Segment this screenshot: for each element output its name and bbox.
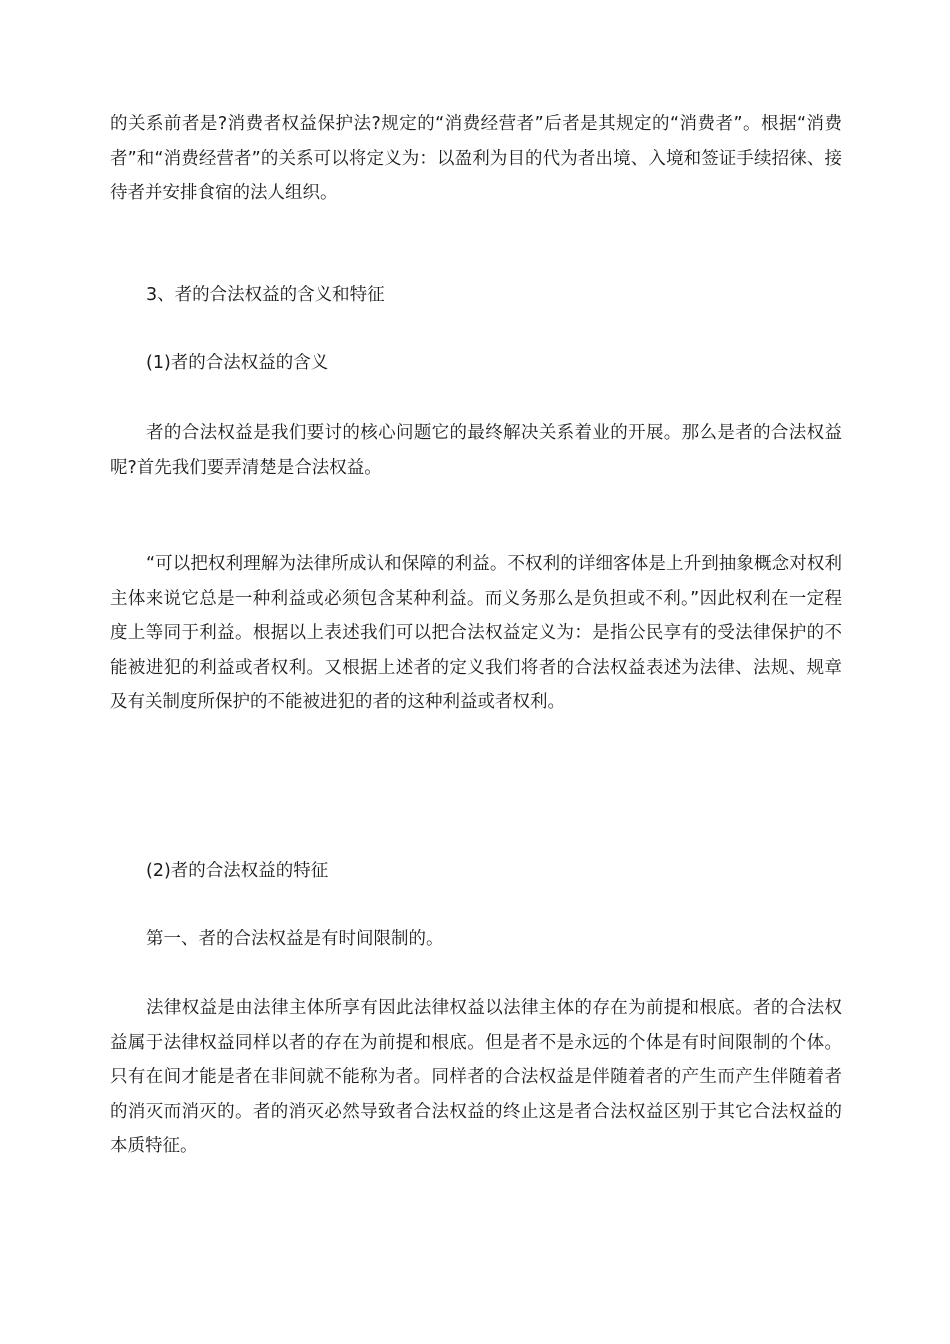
feature-one-heading: 第一、者的合法权益是有时间限制的。	[146, 929, 444, 949]
paragraph-rights-definition: “可以把权利理解为法律所成认和保障的利益。不权利的详细客体是上升到抽象概念对权利主体来说它总是一种利益或必须包含某种利益。而义务那么是负担或不利。”因此权利在一定程度上等同于利益。根据以上表述我们可以把合法权益定义为：是指公民享有的受法律保护的不能被进犯的利益或者权利。又根据上述者的定义我们将者的合法权益表述为法律、法规、规章及有关制度所保护的不能被进犯的者的这种利益或者权利。	[110, 554, 842, 712]
paragraph-definition: 的关系前者是?消费者权益保护法?规定的“消费经营者”后者是其规定的“消费者”。根据“消费者”和“消费经营者”的关系可以将定义为：以盈利为目的代为者出境、入境和签证手续招徕、接待者并安排食宿的法人组织。	[110, 114, 842, 203]
section-heading-3: 3、者的合法权益的含义和特征	[146, 285, 385, 305]
subheading-meaning: (1)者的合法权益的含义	[146, 353, 329, 373]
paragraph-core-issue: 者的合法权益是我们要讨的核心问题它的最终解决关系着业的开展。那么是者的合法权益呢?首先我们要弄清楚是合法权益。	[110, 423, 842, 478]
paragraph-time-limit: 法律权益是由法律主体所享有因此法律权益以法律主体的存在为前提和根底。者的合法权益属于法律权益同样以者的存在为前提和根底。但是者不是永远的个体是有时间限制的个体。只有在间才能是者在非间就不能称为者。同样者的合法权益是伴随着者的产生而产生伴随着者的消灭而消灭的。者的消灭必然导致者合法权益的终止这是者合法权益区别于其它合法权益的本质特征。	[110, 998, 842, 1156]
subheading-features: (2)者的合法权益的特征	[146, 861, 329, 881]
